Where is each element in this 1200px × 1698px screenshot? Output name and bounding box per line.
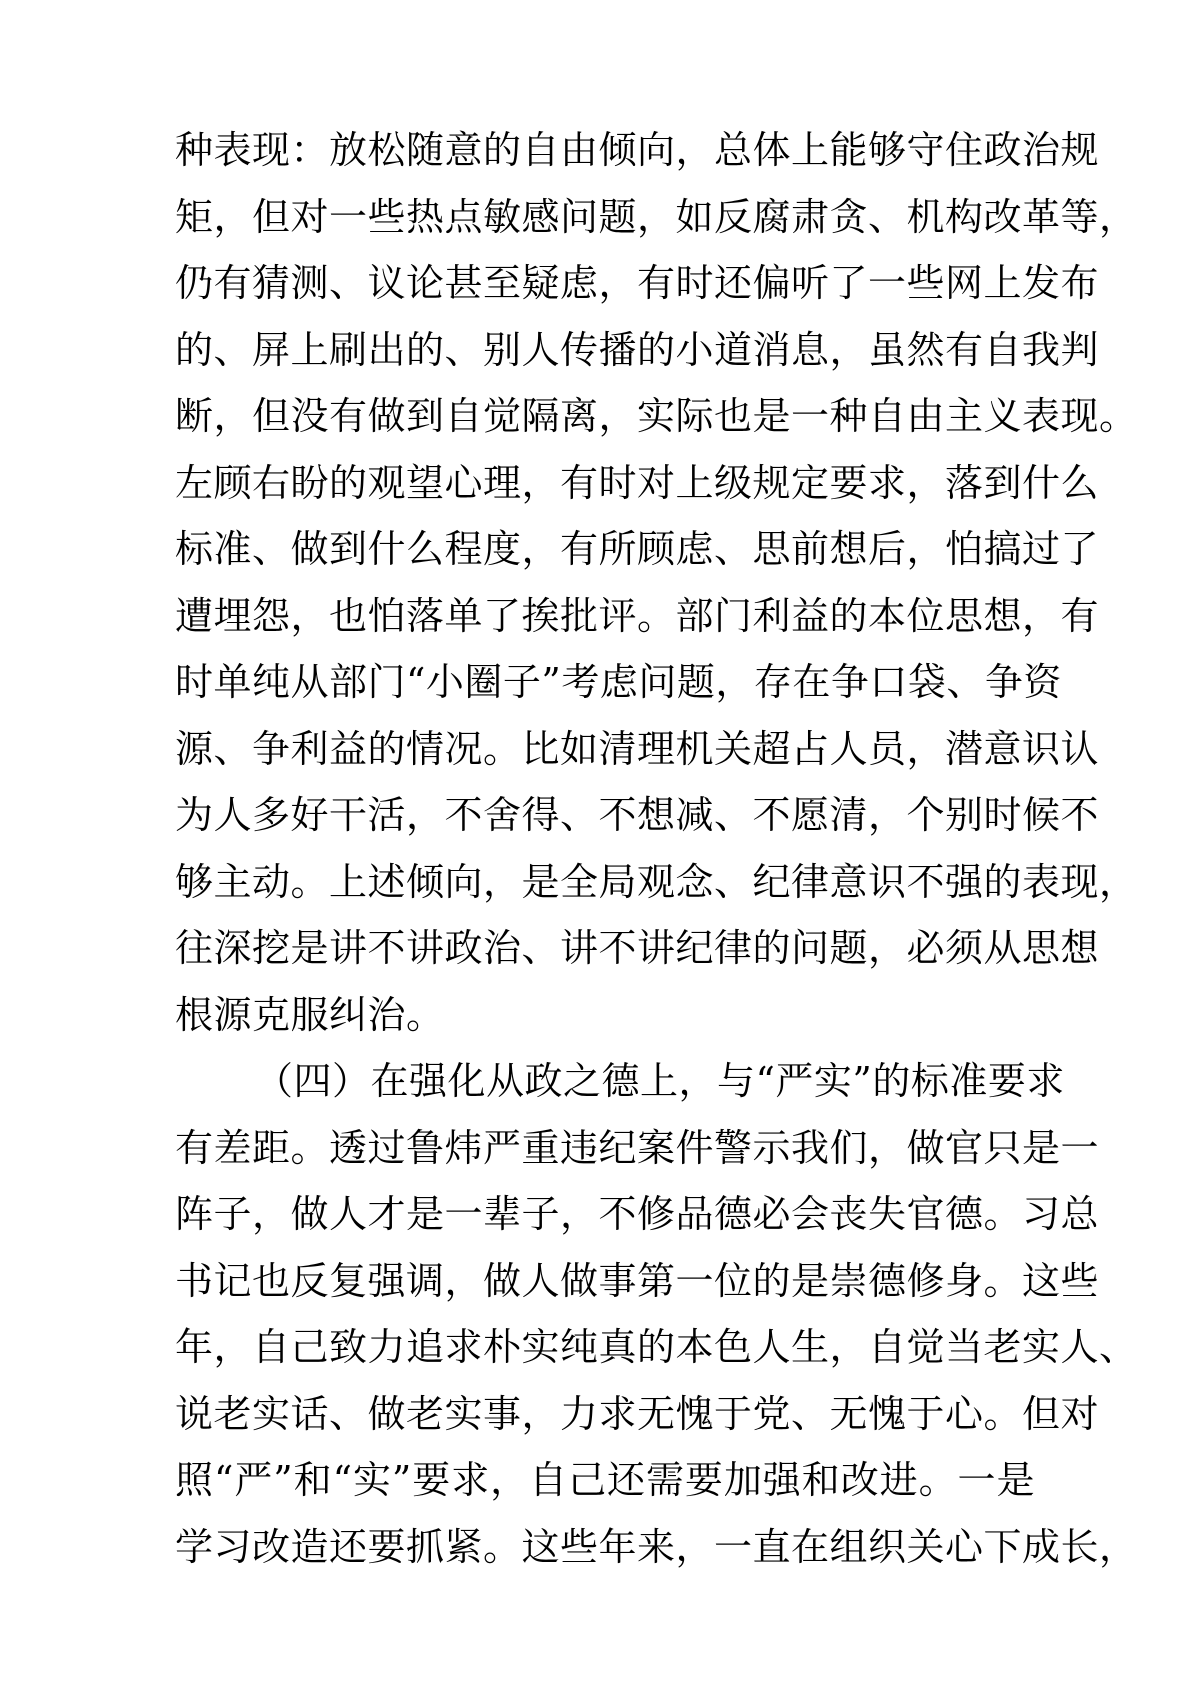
text-line: 断，但没有做到自觉隔离，实际也是一种自由主义表现。	[175, 394, 1138, 438]
text-line: 源、争利益的情况。比如清理机关超占人员，潜意识认	[175, 726, 1100, 771]
text-line: 书记也反复强调，做人做事第一位的是崇德修身。这些	[175, 1258, 1100, 1303]
text-line: 年，自己致力追求朴实纯真的本色人生，自觉当老实人、	[175, 1325, 1138, 1369]
text-line: 阵子，做人才是一辈子，不修品德必会丧失官德。习总	[175, 1192, 1100, 1236]
text-line: 有差距。透过鲁炜严重违纪案件警示我们，做官只是一	[175, 1125, 1100, 1170]
text-line: 矩，但对一些热点敏感问题，如反腐肃贪、机构改革等，	[175, 194, 1138, 239]
text-line: 时单纯从部门“小圈子”考虑问题，存在争口袋、争资	[175, 660, 1062, 704]
paragraph-end-line: 根源克服纠治。	[175, 992, 445, 1037]
text-line: 照“严”和“实”要求，自己还需要加强和改进。一是	[175, 1458, 1035, 1502]
text-line: 往深挖是讲不讲政治、讲不讲纪律的问题，必须从思想	[175, 926, 1100, 970]
section-heading-line: （四）在强化从政之德上，与“严实”的标准要求	[255, 1059, 1065, 1103]
body-text	[175, 117, 1138, 1580]
text-line: 左顾右盼的观望心理，有时对上级规定要求，落到什么	[175, 460, 1100, 505]
text-line: 仍有猜测、议论甚至疑虑，有时还偏听了一些网上发布	[175, 261, 1100, 305]
text-line: 够主动。上述倾向，是全局观念、纪律意识不强的表现，	[175, 859, 1138, 904]
text-line: 说老实话、做老实事，力求无愧于党、无愧于心。但对	[175, 1391, 1100, 1436]
text-line: 遭埋怨，也怕落单了挨批评。部门利益的本位思想，有	[175, 593, 1100, 638]
text-line: 标准、做到什么程度，有所顾虑、思前想后，怕搞过了	[175, 527, 1100, 571]
text-line: 为人多好干活，不舍得、不想减、不愿清，个别时候不	[175, 793, 1100, 837]
text-line: 种表现：放松随意的自由倾向，总体上能够守住政治规	[175, 128, 1100, 172]
text-line: 的、屏上刷出的、别人传播的小道消息，虽然有自我判	[175, 327, 1100, 372]
text-line: 学习改造还要抓紧。这些年来，一直在组织关心下成长，	[175, 1524, 1138, 1569]
